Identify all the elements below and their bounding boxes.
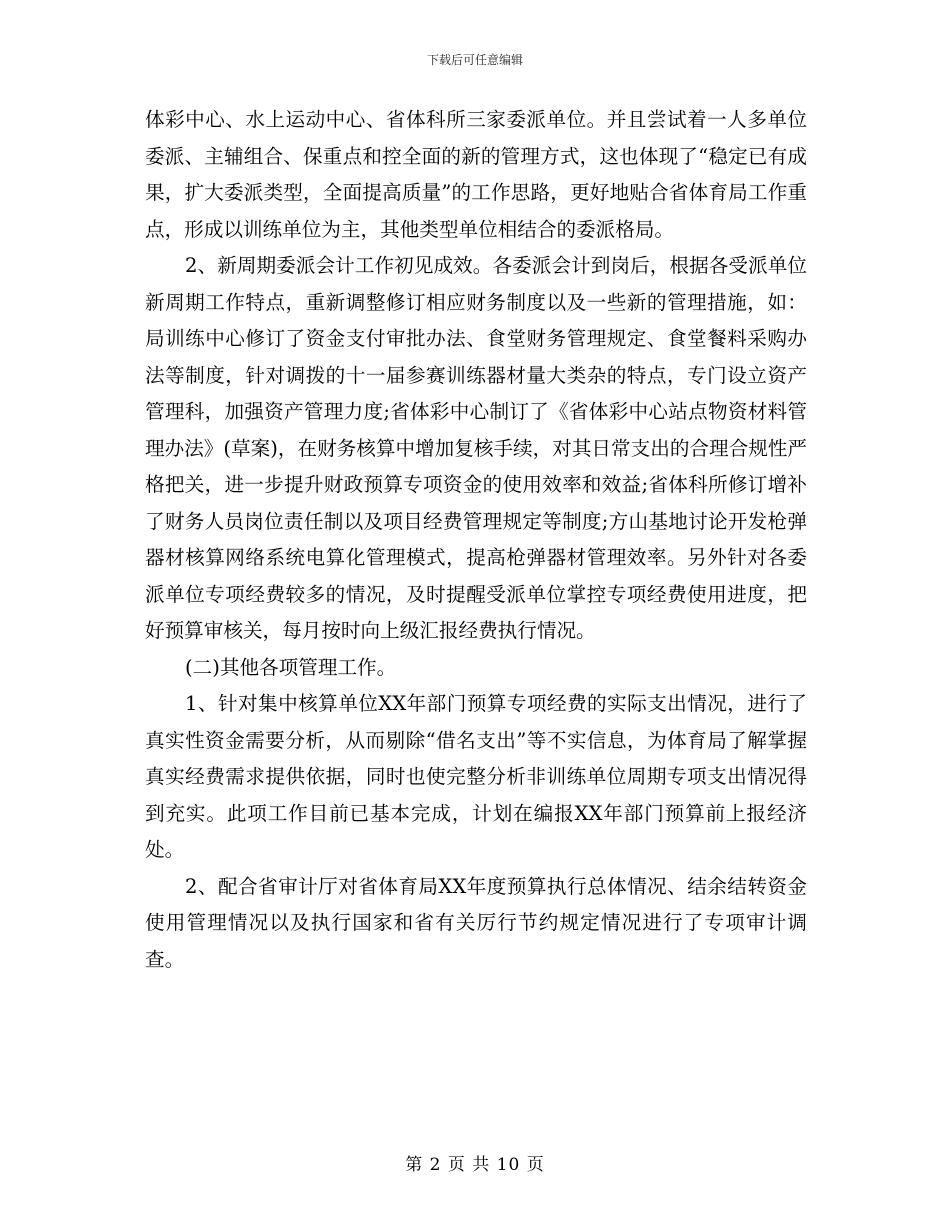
paragraph-continuation: 体彩中心、水上运动中心、省体科所三家委派单位。并且尝试着一人多单位委派、主辅组合、保重点和控全面的新的管理方式，这也体现了“稳定已有成果，扩大委派类型，全面提高质量”的工作思路，更好地贴合省体育局工作重点，形成以训练单位为主，其他类型单位相结合的委派格局。 <box>145 108 807 241</box>
paragraph-item-1-budget: 1、针对集中核算单位XX年部门预算专项经费的实际支出情况，进行了真实性资金需要分析，从而剔除“借名支出”等不实信息，为体育局了解掌握真实经费需求提供依据，同时也使完整分析非训练单位周期专项支出情况得到充实。此项工作目前已基本完成，计划在编报XX年部门预算前上报经济处。 <box>145 692 807 861</box>
document-body <box>145 102 807 978</box>
page-number-footer: 第 2 页 共 10 页 <box>405 1155 545 1175</box>
page-header-note: 下载后可任意编辑 <box>426 53 523 67</box>
section-heading-other-work: (二)其他各项管理工作。 <box>185 655 397 679</box>
paragraph-item-2-audit: 2、配合省审计厅对省体育局XX年度预算执行总体情况、结余结转资金使用管理情况以及执行国家和省有关厉行节约规定情况进行了专项审计调查。 <box>145 874 807 971</box>
paragraph-item-2: 2、新周期委派会计工作初见成效。各委派会计到岗后，根据各受派单位新周期工作特点，重新调整修订相应财务制度以及一些新的管理措施，如：局训练中心修订了资金支付审批办法、食堂财务管理规定、食堂餐料采购办法等制度，针对调拨的十一届参赛训练器材量大类杂的特点，专门设立资产管理科，加强资产管理力度;省体彩中心制订了《省体彩中心站点物资材料管理办法》(草案)，在财务核算中增加复核手续，对其日常支出的合理合规性严格把关，进一步提升财政预算专项资金的使用效率和效益;省体科所修订增补了财务人员岗位责任制以及项目经费管理规定等制度;方山基地讨论开发枪弹器材核算网络系统电算化管理模式，提高枪弹器材管理效率。另外针对各委派单位专项经费较多的情况，及时提醒受派单位掌控专项经费使用进度，把好预算审核关，每月按时向上级汇报经费执行情况。 <box>145 254 807 642</box>
